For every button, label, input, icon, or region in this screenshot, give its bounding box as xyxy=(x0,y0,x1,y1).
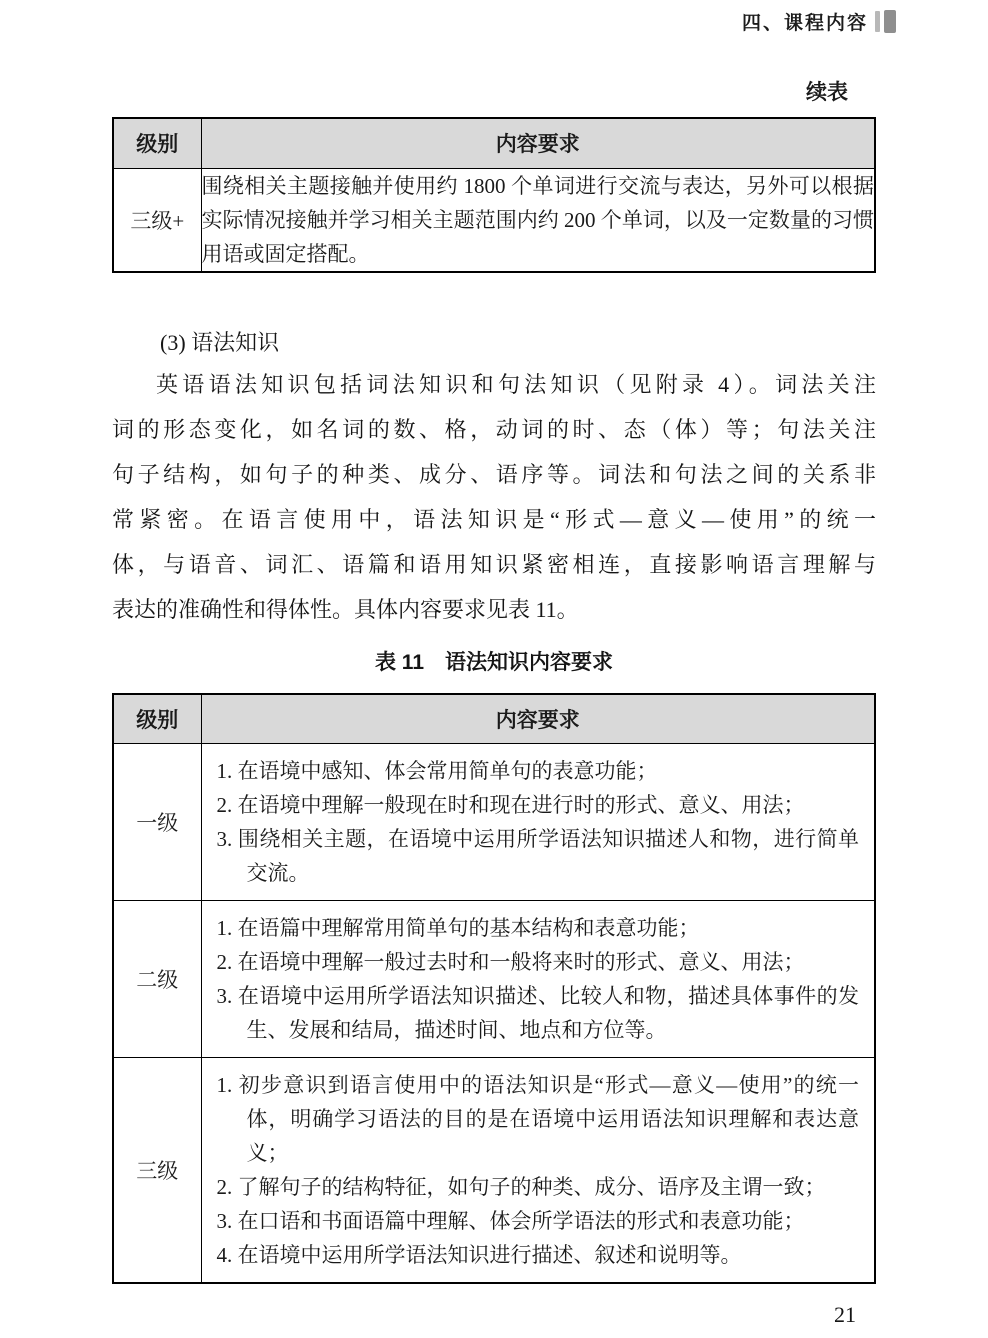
requirement-item: 3. 在口语和书面语篇中理解、体会所学语法的形式和表意功能； xyxy=(216,1208,805,1233)
marker-bar-thin xyxy=(875,11,880,32)
requirement-item: 2. 在语境中理解一般过去时和一般将来时的形式、意义、用法； xyxy=(216,949,805,974)
requirement-item: 1. 在语境中感知、体会常用简单句的表意功能； xyxy=(216,758,658,783)
paragraph-line: 词的形态变化，如名词的数、格，动词的时、态（体）等；句法关注 xyxy=(112,417,876,442)
paragraph-line: 常紧密。在语言使用中，语法知识是“形式—意义—使用”的统一 xyxy=(112,507,876,532)
paragraph-line: 体，与语音、词汇、语篇和语用知识紧密相连，直接影响语言理解与 xyxy=(112,552,876,577)
level-cell: 二级 xyxy=(113,900,201,1057)
table11-title: 表 11 语法知识内容要求 xyxy=(374,651,614,674)
requirements-cell xyxy=(201,900,875,1057)
table-row xyxy=(113,168,875,272)
requirements-cell xyxy=(201,1057,875,1283)
requirements-cell xyxy=(201,743,875,900)
paragraph-line: 表达的准确性和得体性。具体内容要求见表 11。 xyxy=(112,597,579,622)
continued-table xyxy=(112,117,876,273)
chapter-title: 四、课程内容 xyxy=(741,13,868,34)
table11 xyxy=(112,693,876,1284)
table-row-level2 xyxy=(113,900,875,1057)
continued-table-label: 续表 xyxy=(806,81,848,104)
requirement-item: 1. 在语篇中理解常用简单句的基本结构和表意功能； xyxy=(216,915,700,940)
column-header-requirements: 内容要求 xyxy=(201,118,875,168)
chapter-marker-icon xyxy=(875,10,896,33)
table-header-row xyxy=(113,694,875,743)
requirement-item: 3. 围绕相关主题，在语境中运用所学语法知识描述人和物，进行简单交流。 xyxy=(216,826,859,885)
column-header-level: 级别 xyxy=(113,118,201,168)
page-number: 21 xyxy=(834,1302,856,1327)
table-header-row xyxy=(113,118,875,168)
column-header-requirements: 内容要求 xyxy=(201,694,875,743)
column-header-level: 级别 xyxy=(113,694,201,743)
section-heading: (3) 语法知识 xyxy=(160,330,280,355)
paragraph-line: 英语语法知识包括词法知识和句法知识（见附录 4）。词法关注 xyxy=(156,372,876,397)
level-cell: 三级+ xyxy=(113,168,201,272)
requirement-item: 3. 在语境中运用所学语法知识描述、比较人和物，描述具体事件的发生、发展和结局，描述时间、地点和方位等。 xyxy=(216,983,859,1042)
requirement-item: 2. 在语境中理解一般现在时和现在进行时的形式、意义、用法； xyxy=(216,792,805,817)
body-paragraph xyxy=(112,362,876,632)
marker-bar-thick xyxy=(884,10,896,33)
requirement-item: 1. 初步意识到语言使用中的语法知识是“形式—意义—使用”的统一体，明确学习语法的目的是在语境中运用语法知识理解和表达意义； xyxy=(216,1072,859,1165)
requirement-item: 4. 在语境中运用所学语法知识进行描述、叙述和说明等。 xyxy=(216,1242,742,1267)
requirement-item: 2. 了解句子的结构特征，如句子的种类、成分、语序及主谓一致； xyxy=(216,1174,826,1199)
paragraph-line: 句子结构，如句子的种类、成分、语序等。词法和句法之间的关系非 xyxy=(112,462,876,487)
running-head xyxy=(742,8,896,35)
level-cell: 一级 xyxy=(113,743,201,900)
table-row-level3 xyxy=(113,1057,875,1283)
table-row-level1 xyxy=(113,743,875,900)
level-cell: 三级 xyxy=(113,1057,201,1283)
requirements-cell: 围绕相关主题接触并使用约 1800 个单词进行交流与表达，另外可以根据实际情况接触并学习相关主题范围内约 200 个单词，以及一定数量的习惯用语或固定搭配。 xyxy=(201,168,875,272)
